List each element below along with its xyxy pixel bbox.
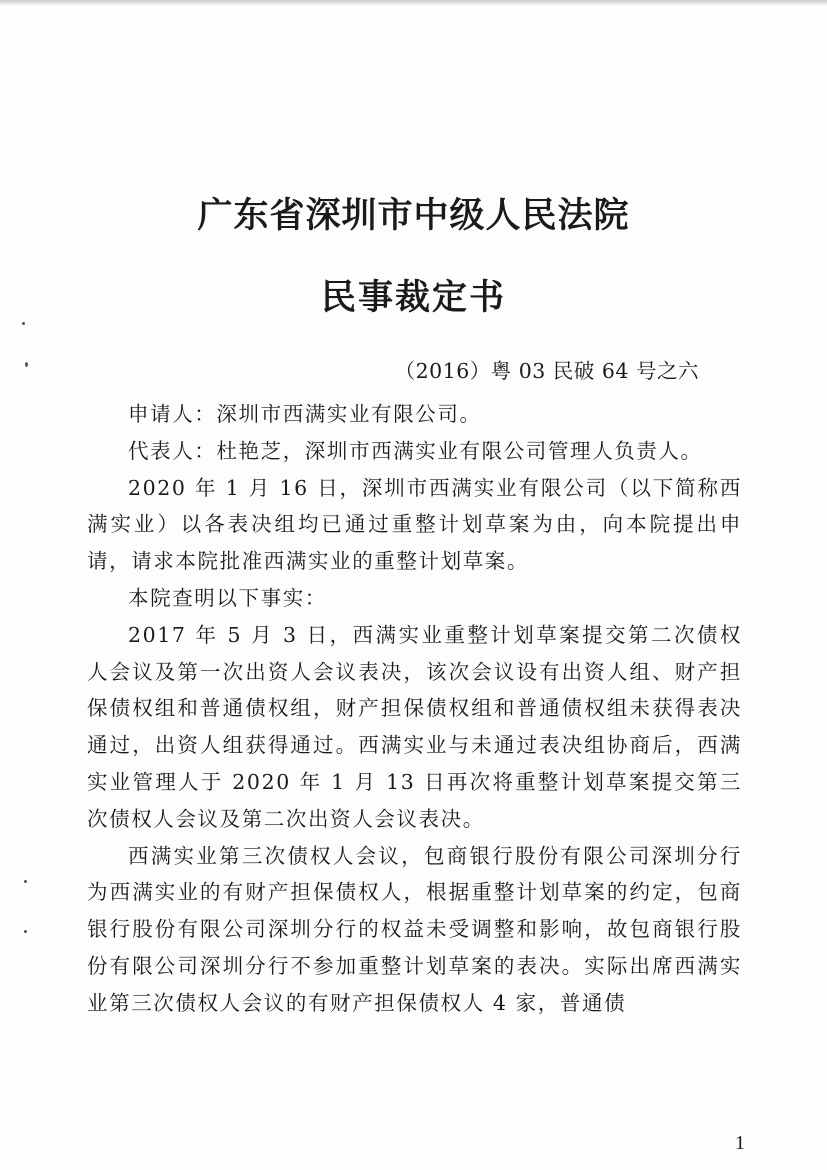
court-name-heading: 广东省深圳市中级人民法院 (197, 195, 630, 236)
representative-line: 代表人：杜艳芝，深圳市西满实业有限公司管理人负责人。 (128, 438, 703, 463)
paragraph-third-meeting: 西满实业第三次债权人会议，包商银行股份有限公司深圳分行为西满实业的有财产担保债权人，根据重整计划草案的约定，包商银行股份有限公司深圳分行的权益未受调整和影响，故包商银行股份有限公司深圳分行不参加重整计划草案的表决。实际出席西满实业第三次债权人会议的有财产担保债权人 4 家，普通债 (87, 843, 742, 1015)
case-number: （2016）粤 03 民破 64 号之六 (394, 359, 699, 383)
scan-speck (22, 322, 25, 325)
page-number: 1 (735, 1132, 745, 1154)
paragraph-application: 2020 年 1 月 16 日，深圳市西满实业有限公司（以下简称西满实业）以各表决组均已通过重整计划草案为由，向本院提出申请，请求本院批准西满实业的重整计划草案。 (87, 475, 742, 574)
scan-speck (25, 362, 28, 367)
document-body (87, 396, 742, 1022)
paragraph-first-vote: 2017 年 5 月 3 日，西满实业重整计划草案提交第二次债权人会议及第一次出资人会议表决，该次会议设有出资人组、财产担保债权组和普通债权组，财产担保债权组和普通债权组未获得表决通过，出资人组获得通过。西满实业与未通过表决组协商后，西满实业管理人于 2020 年 1 月 13 日再次将重整计划草案提交第三次债权人会议及第二次出资人会议表决。 (87, 622, 742, 831)
paragraph-findings-intro: 本院查明以下事实： (128, 585, 327, 610)
scan-speck (24, 880, 27, 883)
scan-speck (24, 930, 27, 933)
scan-edge-shadow (0, 0, 827, 6)
document-type-heading: 民事裁定书 (320, 277, 506, 318)
applicant-line: 申请人：深圳市西满实业有限公司。 (128, 402, 482, 426)
